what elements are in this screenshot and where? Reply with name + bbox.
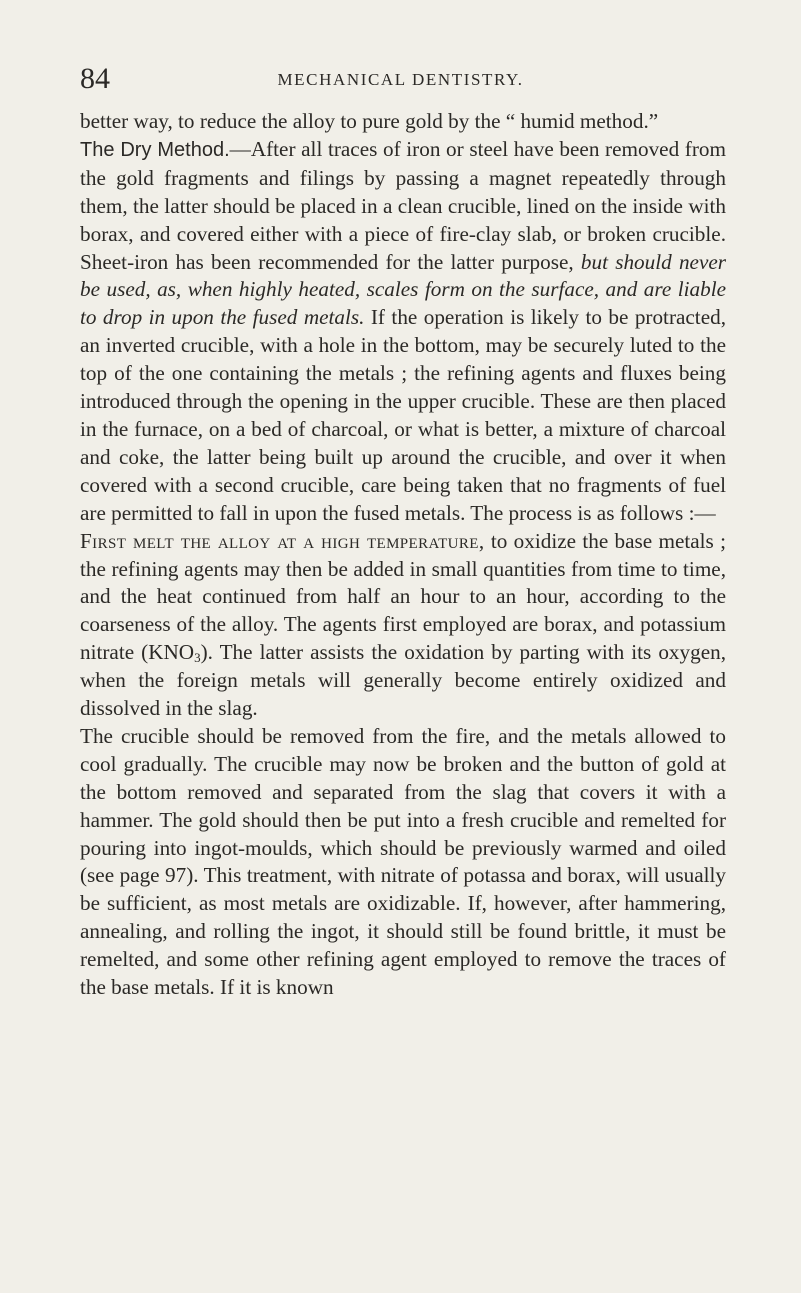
paragraph-process-step (80, 528, 726, 723)
italic-warning: but should never be used, as, when highly heated, scales form on the surface, and are liable to drop in upon the fused metals. (80, 249, 726, 330)
running-title: MECHANICAL DENTISTRY. (277, 70, 524, 89)
paragraph-text: better way, to reduce the alloy to pure gold by the “ humid method.” (80, 109, 659, 133)
body-text (80, 108, 726, 1002)
paragraph-text: If the operation is likely to be protracted, an inverted crucible, with a hole in the bottom, may be securely luted to the top of the one containing the metals ; the refining agents and fluxes being introduced through the opening in the upper crucible. These are then placed in the furnace, on a bed of charcoal, or what is better, a mixture of charcoal and coke, the latter being built up around the crucible, and over it when covered with a second crucible, care being taken that no fragments of fuel are permitted to fall in upon the fused metals. The process is as follows :— (80, 305, 726, 525)
smallcaps-lead: First melt the alloy at a high temperature, (80, 528, 485, 553)
page-header (0, 62, 801, 96)
paragraph-text: —After all traces of iron or steel have been removed from the gold fragments and filings by passing a magnet repeatedly through them, the latter should be placed in a clean crucible, lined on the inside with borax, and covered either with a piece of fire-clay slab, or broken crucible. Sheet-iron has been recommended for the latter purpose, (80, 136, 726, 274)
paragraph-text: The crucible should be removed from the fire, and the metals allowed to cool gradually. The crucible may now be broken and the button of gold at the bottom removed and separated from the slag that covers it with a hammer. The gold should then be put into a fresh crucible and remelted for pouring into ingot-moulds, which should be previously warmed and oiled (see page 97). This treatment, with nitrate of potassa and borax, will usually be sufficient, as most metals are oxidizable. If, however, after hammering, annealing, and rolling the ingot, it should still be found brittle, it must be remelted, and some other refining agent employed to remove the traces of the base metals. If it is known (80, 723, 726, 1000)
section-heading: The Dry Method. (80, 138, 230, 161)
paragraph-cooling (80, 723, 726, 1002)
paragraph-text: ). The latter assists the oxidation by parting with its oxygen, when the foreign metals will generally become entirely oxidized and dissolved in the slag. (80, 640, 726, 721)
chemical-subscript: 3 (194, 650, 201, 666)
paragraph-continuation (80, 108, 726, 136)
page-number: 84 (80, 62, 110, 95)
paragraph-text: to oxidize the base metals ; the refining agents may then be added in small quantities from time to time, and the heat continued from half an hour to an hour, according to the coarseness of the alloy. The agents first employed are borax, and potassium nitrate (KNO (80, 528, 726, 665)
paragraph-dry-method (80, 136, 726, 528)
